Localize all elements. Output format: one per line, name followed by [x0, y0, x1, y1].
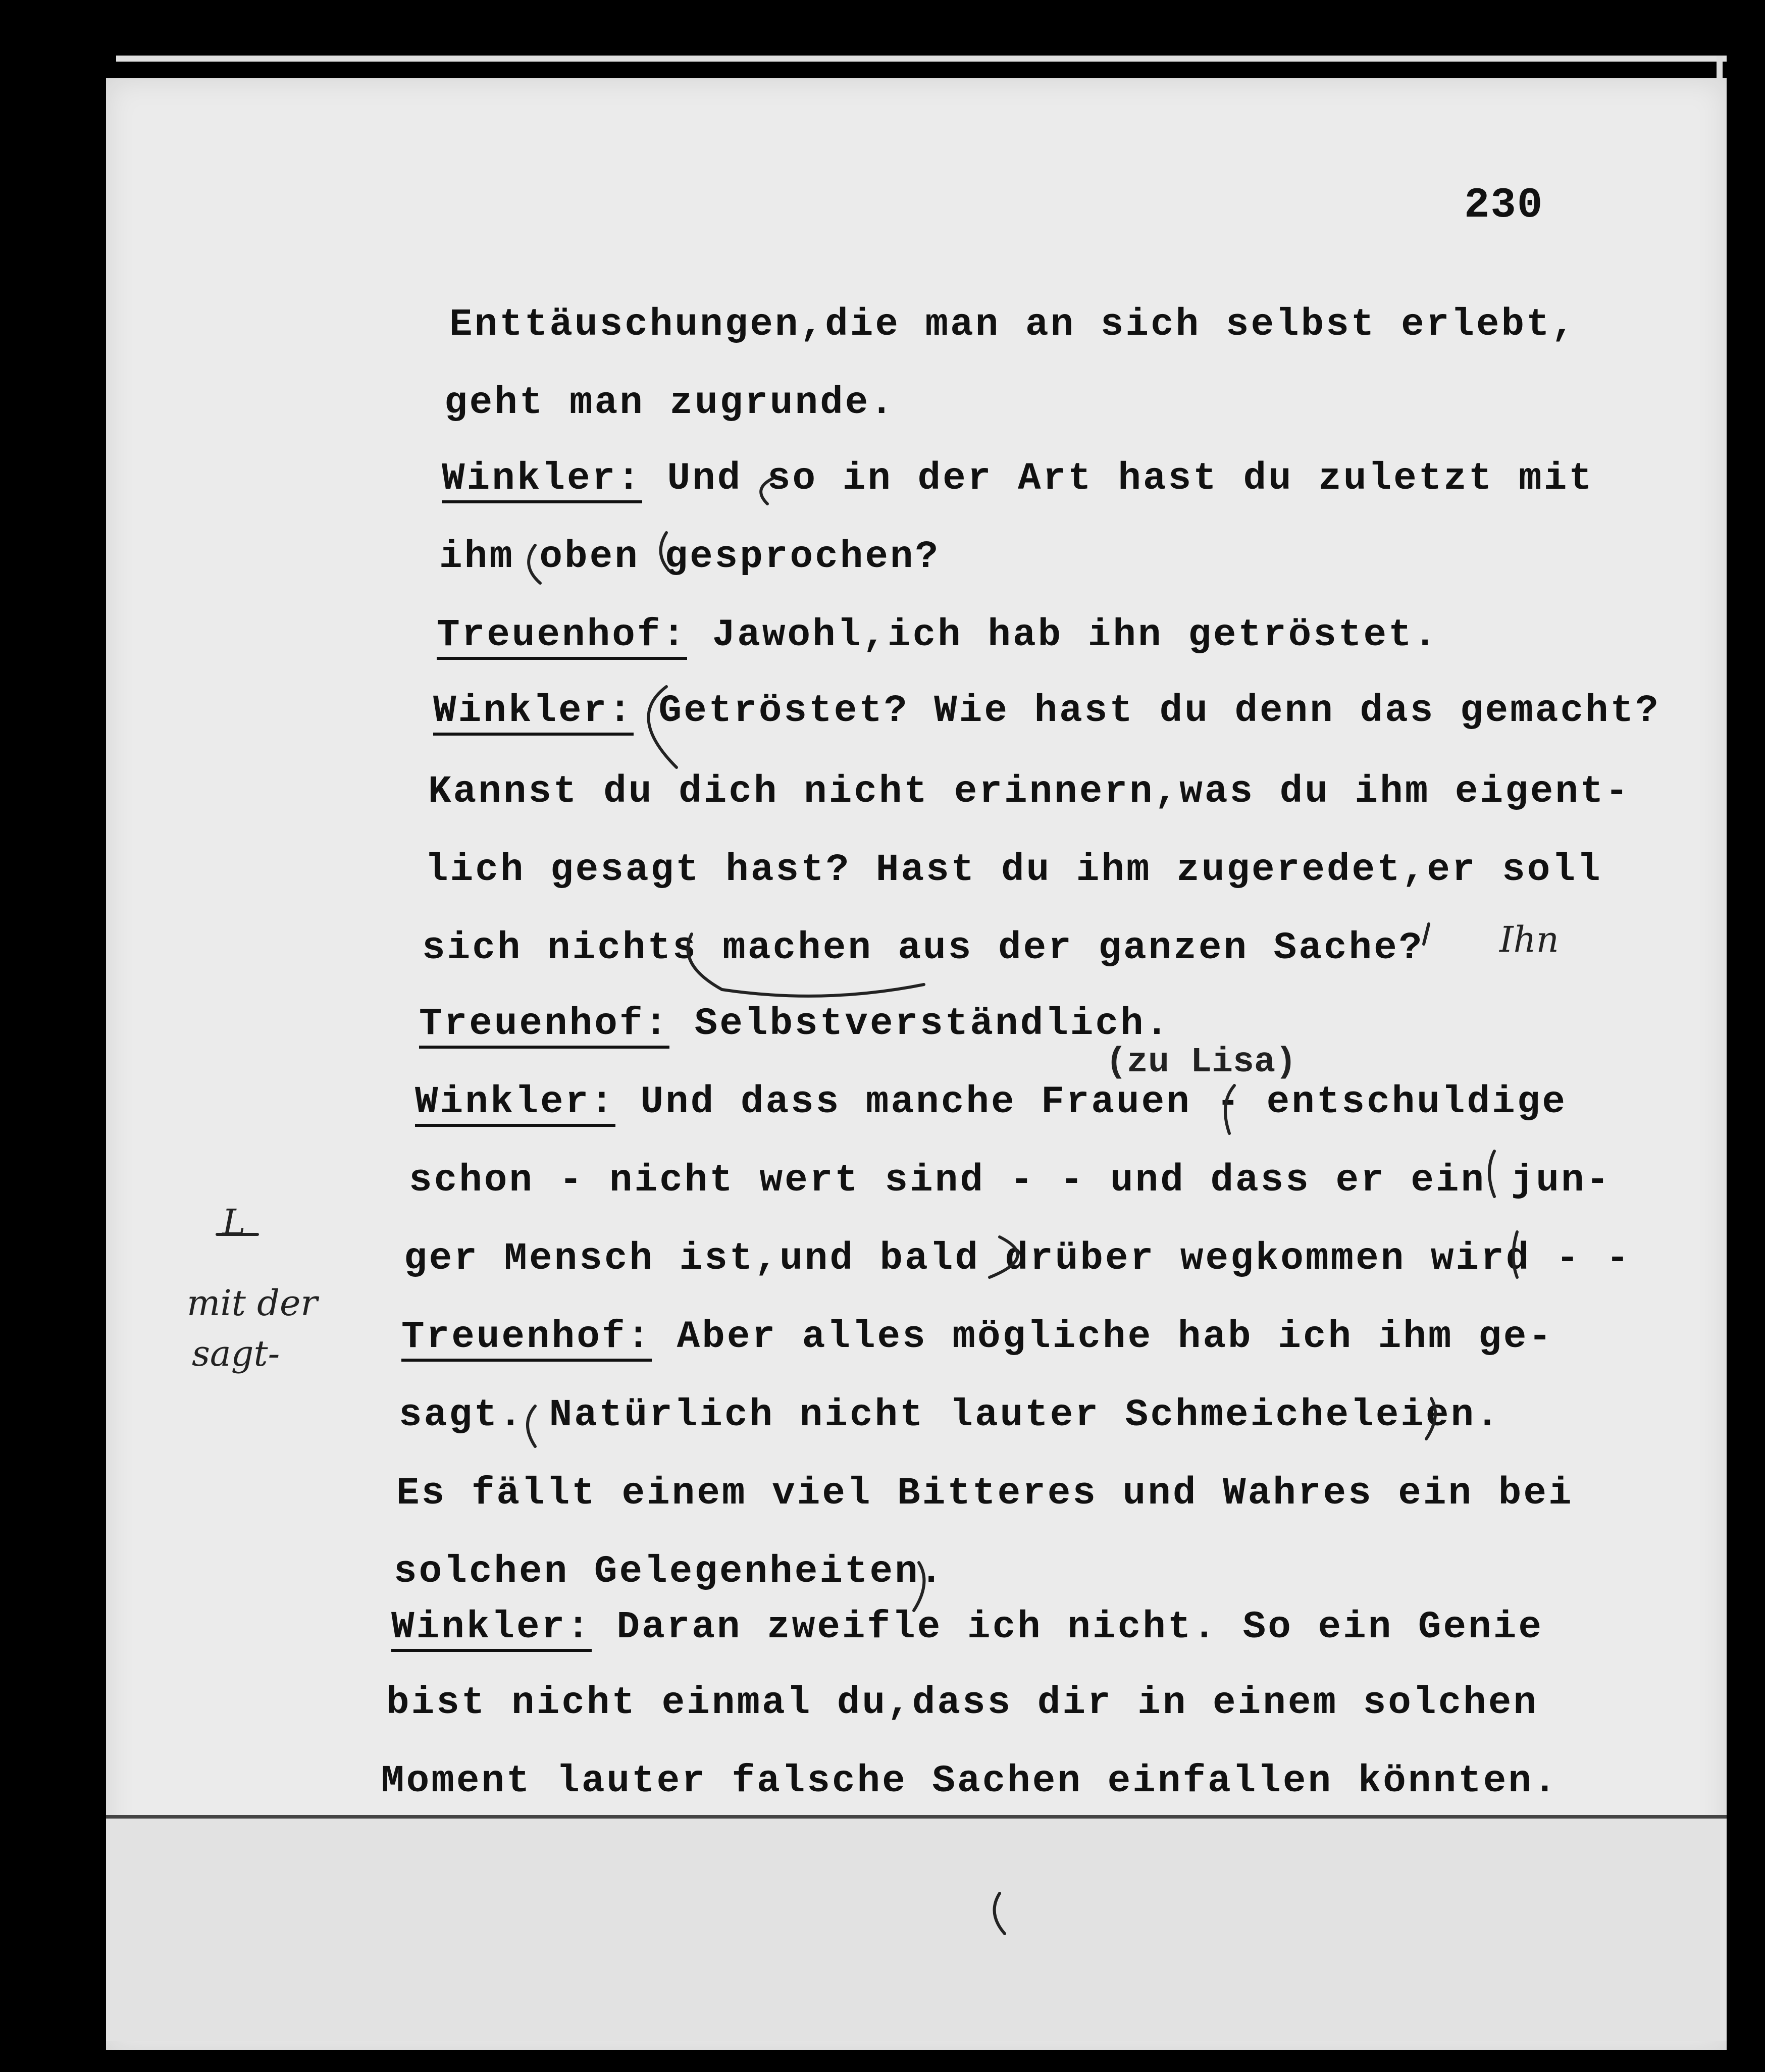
text-line: geht man zugrunde.	[444, 381, 895, 425]
text-line: bist nicht einmal du,dass dir in einem solchen	[386, 1681, 1538, 1725]
text-line: Enttäuschungen,die man an sich selbst erlebt,	[449, 303, 1577, 346]
text-line: Treuenhof: Jawohl,ich hab ihn getröstet.	[437, 613, 1438, 657]
text-line: sich nichts machen aus der ganzen Sache?	[422, 926, 1424, 970]
margin-note-left-1: L	[222, 1202, 246, 1243]
text-line: schon - nicht wert sind - - und dass er ein jun-	[409, 1159, 1612, 1202]
text-line: Treuenhof: Selbstverständlich.	[419, 1002, 1170, 1046]
speaker-label: Winkler:	[442, 457, 642, 503]
text-line: Es fällt einem viel Bitteres und Wahres ein bei	[396, 1472, 1574, 1515]
text-line: Moment lauter falsche Sachen einfallen könnten.	[381, 1759, 1559, 1803]
text-line: ger Mensch ist,und bald drüber wegkommen wird - -	[404, 1237, 1631, 1280]
margin-note-left-3: sagt-	[192, 1333, 280, 1374]
margin-note-right: Ihn	[1499, 919, 1559, 960]
page-number: 230	[1464, 182, 1544, 230]
text-line: Winkler: Getröstet? Wie hast du denn das gemacht?	[433, 689, 1660, 733]
speaker-label: Winkler:	[415, 1080, 615, 1127]
speaker-label: Treuenhof:	[419, 1002, 669, 1049]
speaker-label: Winkler:	[391, 1605, 592, 1652]
text-line: sagt. Natürlich nicht lauter Schmeicheleien.	[399, 1393, 1501, 1437]
text-line: lich gesagt hast? Hast du ihm zugeredet,er soll	[425, 848, 1602, 892]
text-line: ihm oben gesprochen?	[439, 535, 941, 579]
speaker-label: Treuenhof:	[437, 613, 687, 660]
margin-note-left-2: mit der	[187, 1282, 318, 1324]
text-line: Treuenhof: Aber alles mögliche hab ich ihm ge-	[401, 1315, 1553, 1359]
text-line: Kannst du dich nicht erinnern,was du ihm eigent-	[428, 770, 1631, 813]
text-line: Winkler: Daran zweifle ich nicht. So ein Genie	[391, 1605, 1543, 1649]
stage-direction-zu-lisa: (zu Lisa)	[1106, 1043, 1297, 1082]
text-line: Winkler: Und dass manche Frauen - entschuldige	[415, 1080, 1567, 1124]
speaker-label: Treuenhof:	[401, 1315, 652, 1362]
speaker-label: Winkler:	[433, 689, 634, 736]
text-line: solchen Gelegenheiten.	[394, 1550, 945, 1593]
text-line: Winkler: Und so in der Art hast du zuletzt mit	[442, 457, 1594, 500]
